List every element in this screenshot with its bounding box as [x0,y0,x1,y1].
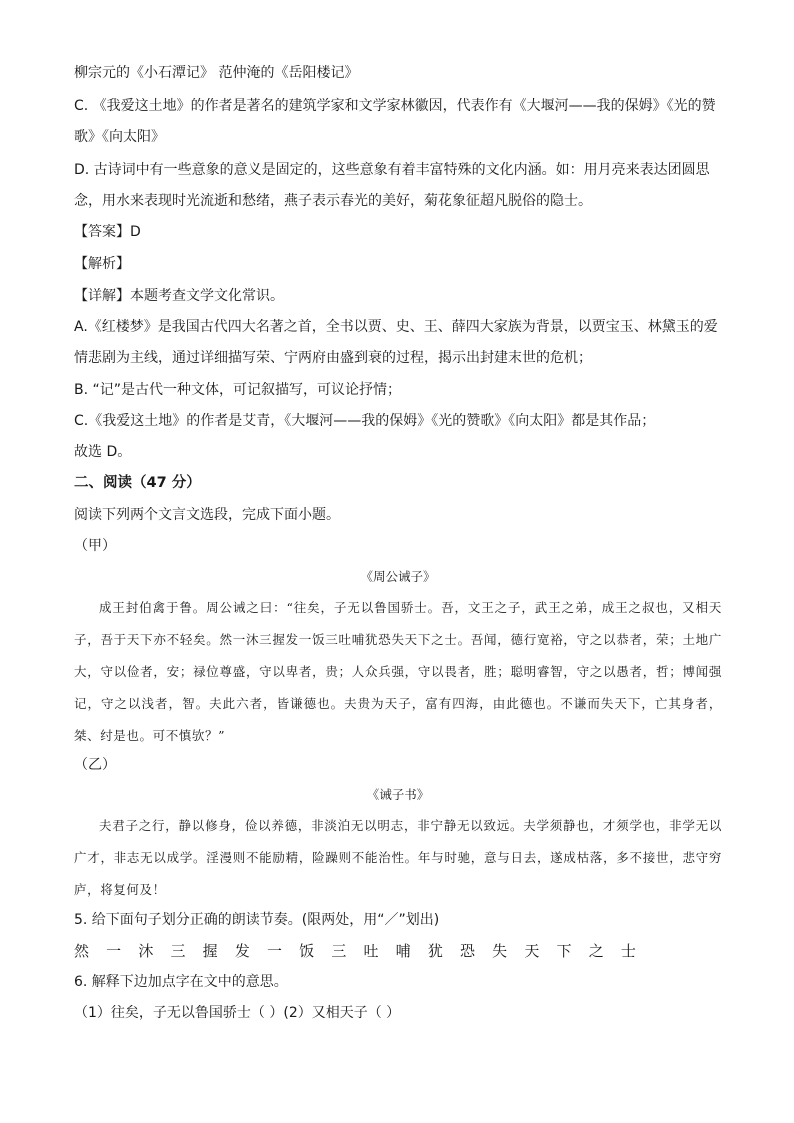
passage-b-text: 夫君子之行，静以修身，俭以养德，非淡泊无以明志，非宁静无以致远。夫学须静也，才须学也，非学无以广才，非志无以成学。淫漫则不能励精，险躁则不能治性。年与时驰，意与日去，遂成枯落，多不接世，悲守穷庐，将复何及！ [74,818,722,897]
question-6: 6. 解释下边加点字在文中的意思。 [74,974,288,990]
explanation-c-line: C.《我爱这土地》的作者是艾青，《大堰河——我的保姆》《光的赞歌》《向太阳》都是其作品； [74,413,656,429]
passage-b-title: 《诫子书》 [366,787,430,802]
detail-label: 【详解】本题考查文学文化常识。 [74,288,284,304]
rhythm-sentence: 然 一 沐 三 握 发 一 饭 三 吐 哺 犹 恐 失 天 下 之 士 [74,942,643,960]
passage-b-label: （乙） [74,757,116,773]
passage-b-body [74,810,722,906]
text-line: 柳宗元的《小石潭记》 范仲淹的《岳阳楼记》 [74,65,359,81]
explanation-b-line: B. “记”是古代一种文体，可记叙描写，可议论抒情； [74,382,402,398]
instruction-line: 阅读下列两个文言文选段，完成下面小题。 [74,507,340,523]
passage-a-text: 成王封伯禽于鲁。周公诫之曰：“往矣，子无以鲁国骄士。吾，文王之子，武王之弟，成王之叔也，又相天子，吾于天下亦不轻矣。然一沐三握发一饭三吐哺犹恐失天下之士。吾闻，德行宽裕，守之以恭者，荣；土地广大，守以俭者，安；禄位尊盛，守以卑者，贵；人众兵强，守以畏者，胜；聪明睿智，守之以愚者，哲；博闻强记，守之以浅者，智。夫此六者，皆谦德也。夫贵为天子，富有四海，由此德也。不谦而失天下，亡其身者，桀、纣是也。可不慎欤？” [74,600,722,743]
text-line: 念，用水来表现时光流逝和愁绪，燕子表示春光的美好，菊花象征超凡脱俗的隐士。 [74,193,592,209]
question-6-items: （1）往矣，子无以鲁国骄士（ ）(2）又相天子（ ） [74,1005,401,1021]
passage-a-title: 《周公诫子》 [360,569,436,584]
section-heading: 二、阅读（47 分） [74,475,201,491]
passage-a-label: （甲） [74,538,116,554]
option-d-line: D. 古诗词中有一些意象的意义是固定的，这些意象有着丰富特殊的文化内涵。如：用月亮来表达团圆思 [74,162,710,178]
option-c-line: C. 《我爱这土地》的作者是著名的建筑学家和文学家林徽因，代表作有《大堰河——我的保姆》《光的赞 [74,98,716,114]
explanation-a-line: A.《红楼梦》是我国古代四大名著之首，全书以贾、史、王、薛四大家族为背景，以贾宝玉、林黛玉的爱 [74,319,718,335]
text-line: 歌》《向太阳》 [74,129,165,145]
answer-label: 【答案】D [74,224,141,240]
analysis-label: 【解析】 [74,256,130,272]
conclusion-line: 故选 D。 [74,444,132,460]
question-5: 5. 给下面句子划分正确的朗读节奏。(限两处，用“／”划出) [74,912,440,928]
text-line: 情悲剧为主线，通过详细描写荣、宁两府由盛到衰的过程，揭示出封建末世的危机； [74,350,592,366]
passage-a-body [74,592,722,752]
